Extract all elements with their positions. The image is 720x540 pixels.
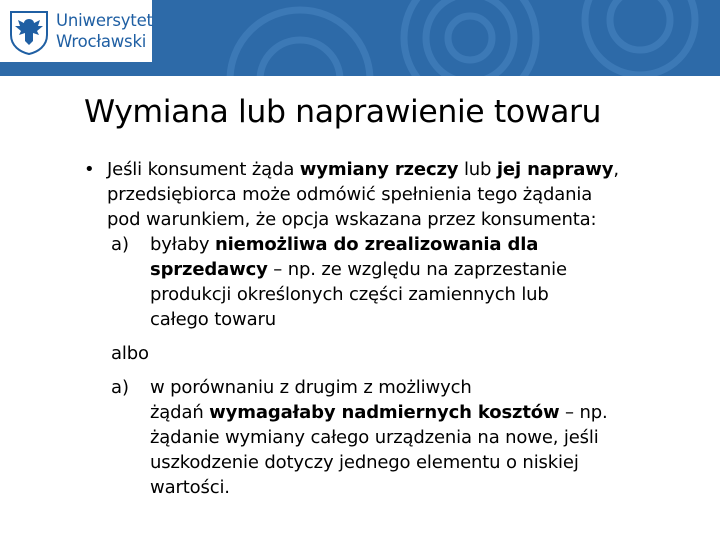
item-a-line-3: produkcji określonych części zamiennych lub [150, 284, 549, 305]
item-a-line-4: całego towaru [150, 309, 276, 330]
emphasis-text: niemożliwa do zrealizowania dla [214, 234, 539, 255]
item-a-marker: a) [111, 234, 130, 255]
university-name-line2: Wrocławski [56, 32, 147, 51]
text-run: byłaby [150, 234, 215, 255]
text-run: Jeśli konsument żąda [107, 159, 300, 180]
university-name [56, 10, 153, 52]
item-b-line-1: w porównaniu z drugim z możliwych [150, 377, 472, 398]
text-run: – np. ze względu na zaprzestanie [267, 259, 567, 280]
item-b-line-3: żądanie wymiany całego urządzenia na nowe, jeśli [150, 427, 599, 448]
connector-text: albo [111, 343, 149, 364]
slide-title: Wymiana lub naprawienie towaru [84, 94, 602, 130]
item-b-line-2 [150, 401, 608, 425]
emphasis-text: jej naprawy [496, 159, 614, 180]
university-name-line1: Uniwersytet [56, 11, 153, 30]
text-run: lub [458, 159, 497, 180]
item-a-line-2 [150, 258, 567, 282]
bullet-marker: • [84, 159, 95, 180]
emphasis-text: wymagałaby nadmiernych kosztów [209, 402, 560, 423]
item-b-marker: a) [111, 377, 130, 398]
bullet-line-3: pod warunkiem, że opcja wskazana przez konsumenta: [107, 209, 597, 230]
bullet-line-2: przedsiębiorca może odmówić spełnienia tego żądania [107, 184, 593, 205]
eagle-crest-icon [8, 9, 50, 55]
bullet-line-1 [107, 158, 619, 182]
item-a-line-1 [150, 233, 538, 257]
item-b-line-4: uszkodzenie dotyczy jednego elementu o niskiej [150, 452, 579, 473]
text-run: , [613, 159, 619, 180]
text-run: żądań [150, 402, 210, 423]
item-b-line-5: wartości. [150, 477, 230, 498]
emphasis-text: wymiany rzeczy [299, 159, 459, 180]
university-logo[interactable] [0, 0, 152, 62]
emphasis-text: sprzedawcy [150, 259, 268, 280]
text-run: – np. [559, 402, 608, 423]
header-banner [0, 0, 720, 76]
